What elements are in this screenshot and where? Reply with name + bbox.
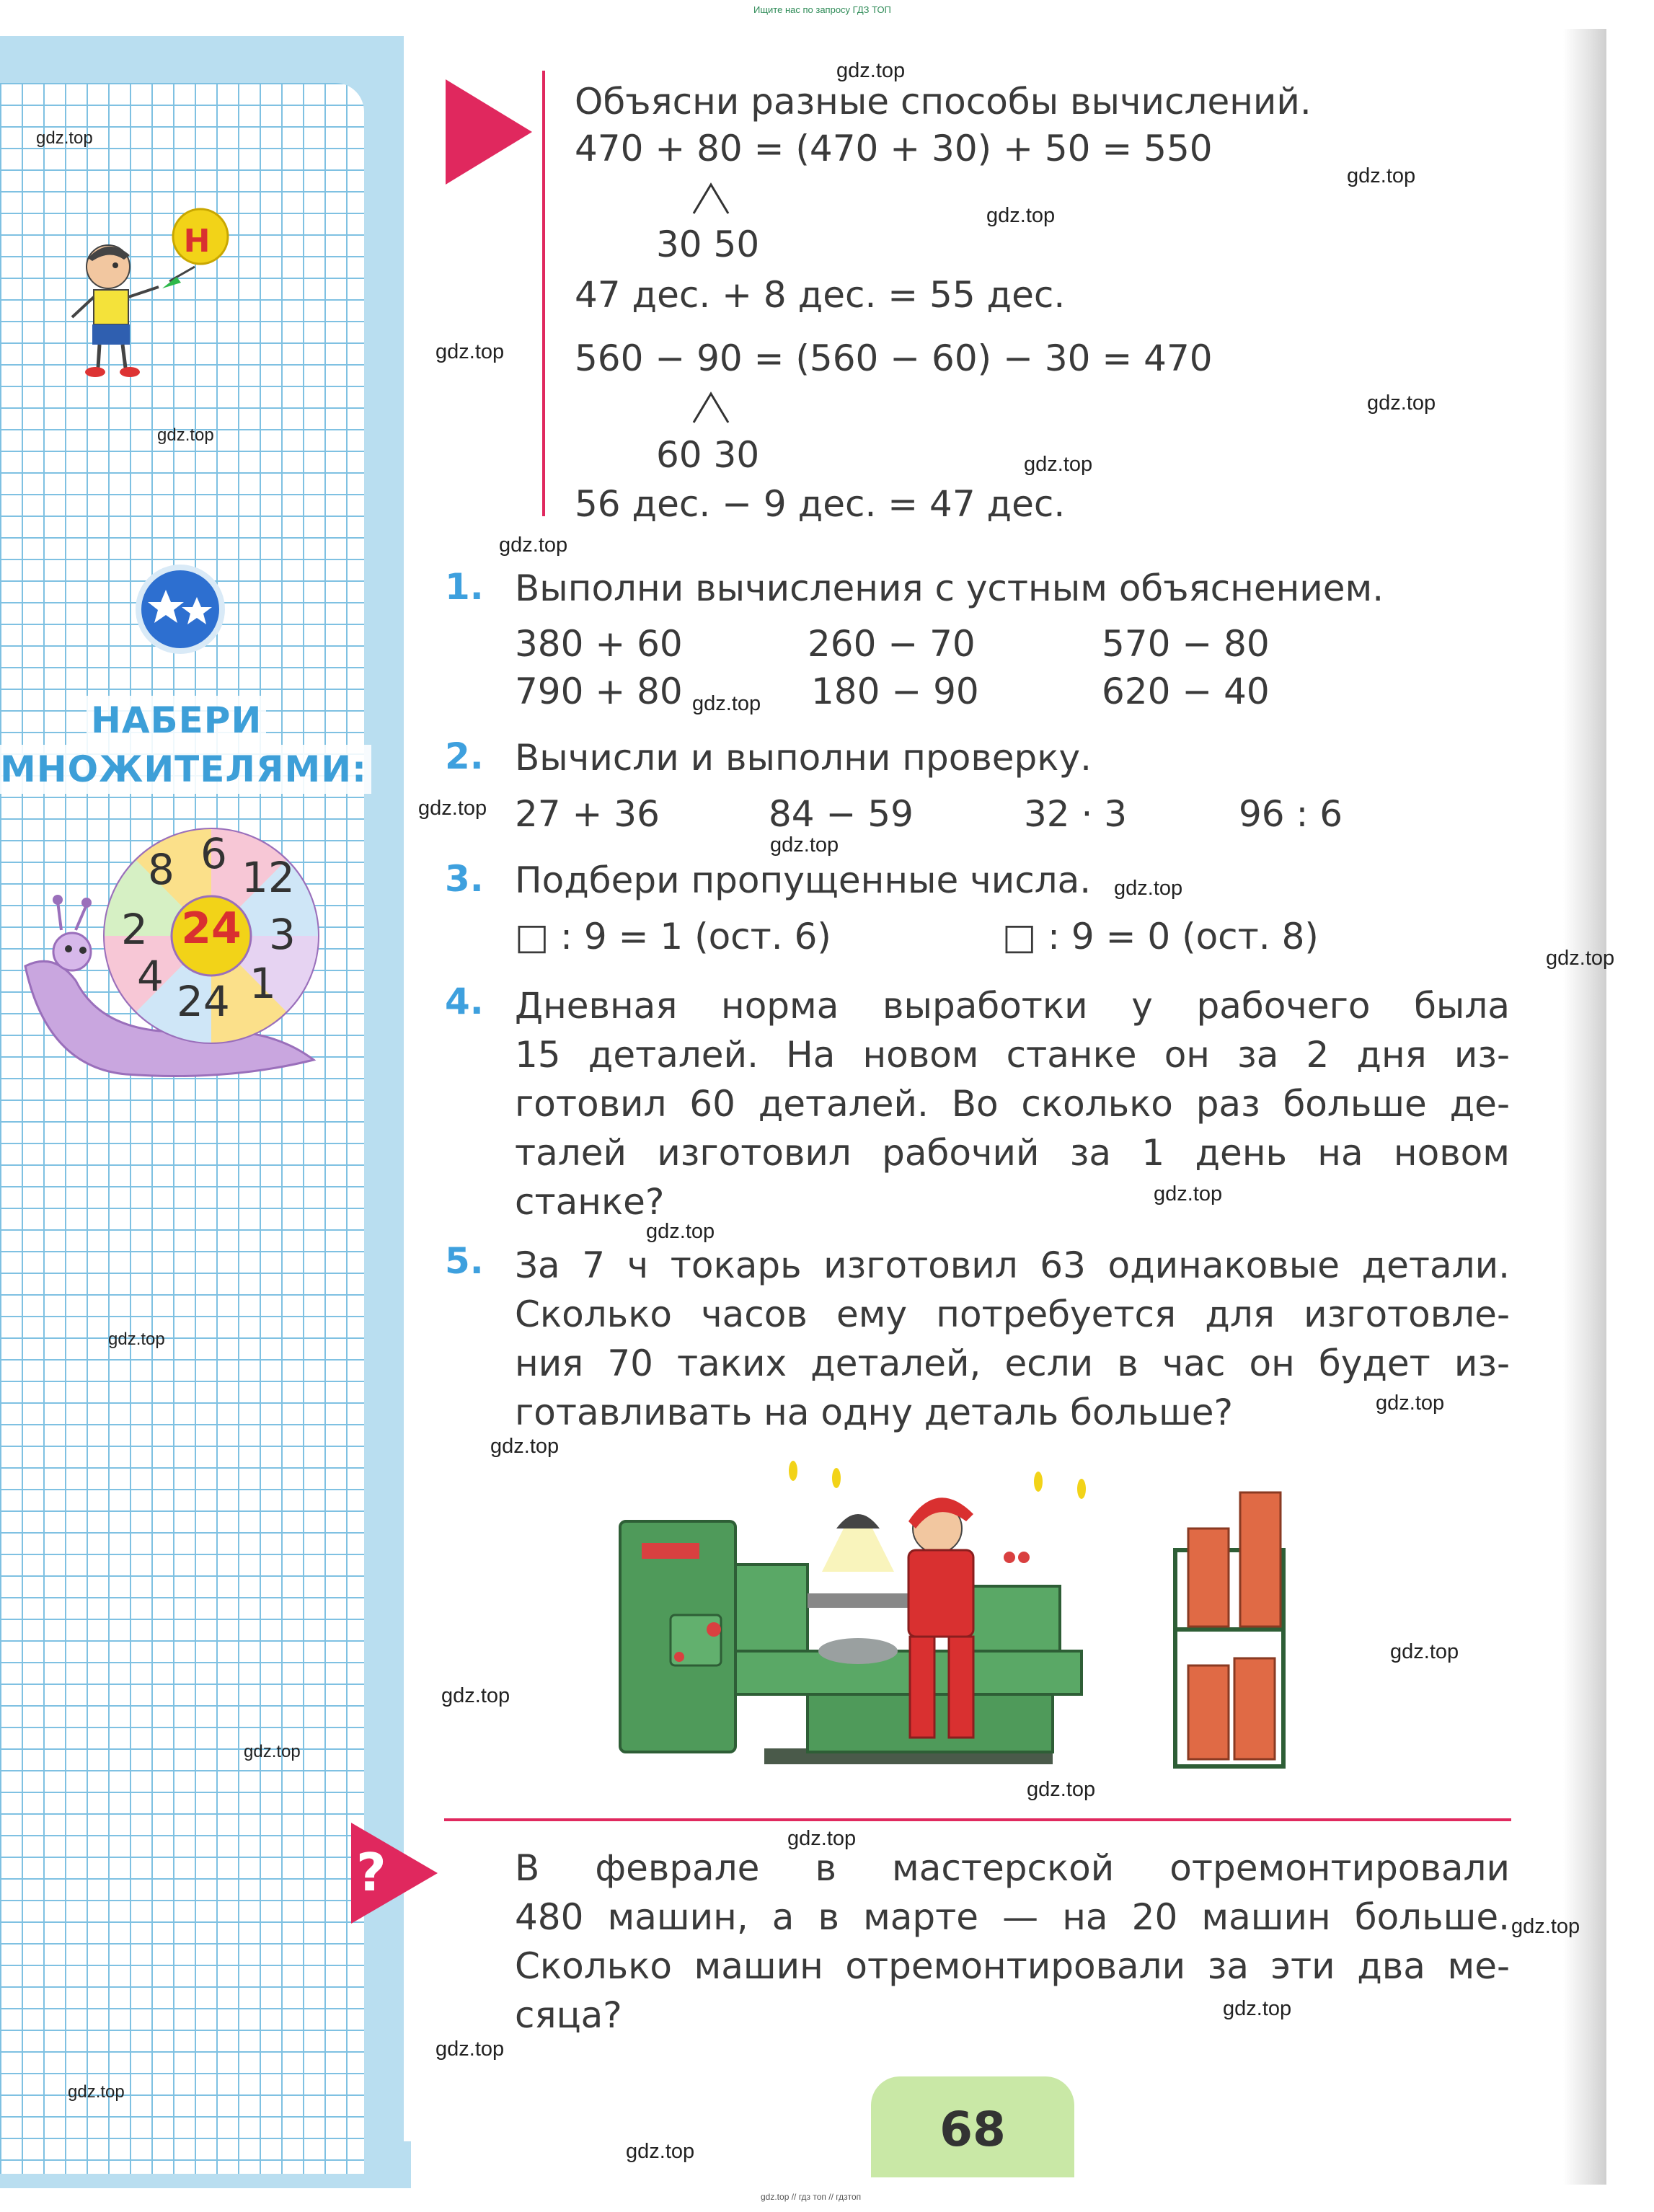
bonus-divider (444, 1818, 1511, 1821)
watermark: gdz.top (1024, 453, 1093, 476)
task1-expression: 380 + 60 (515, 623, 683, 665)
wheel-center-number: 24 (181, 903, 242, 954)
intro-line3: 560 − 90 = (560 − 60) − 30 = 470 (575, 337, 1213, 379)
split-caret-icon (691, 180, 731, 216)
task4-number: 4. (445, 981, 484, 1022)
task2-expression: 27 + 36 (515, 793, 660, 835)
intro-line4: 56 дес. − 9 дес. = 47 дес. (575, 483, 1066, 525)
watermark: gdz.top (646, 1220, 715, 1243)
watermark: gdz.top (787, 1827, 857, 1850)
watermark: gdz.top (435, 340, 505, 363)
watermark: gdz.top (68, 2082, 125, 2102)
page-number: 68 (939, 2102, 1006, 2157)
task1-expression: 180 − 90 (811, 671, 979, 712)
stars-badge-icon (133, 562, 227, 656)
task4-line: готовил 60 деталей. Во сколько раз больше де- (515, 1083, 1510, 1125)
intro-line2: 47 дес. + 8 дес. = 55 дес. (575, 274, 1066, 316)
watermark: gdz.top (490, 1435, 560, 1458)
watermark: gdz.top (986, 204, 1056, 227)
watermark: gdz.top (499, 534, 568, 557)
task3-equation: □ : 9 = 0 (ост. 8) (1002, 916, 1319, 957)
wheel-number: 8 (148, 845, 174, 894)
intro-split1: 30 50 (656, 224, 760, 265)
intro-title: Объясни разные способы вычислений. (575, 81, 1312, 123)
bonus-line: сяца? (515, 1994, 622, 2036)
task3-equation: □ : 9 = 1 (ост. 6) (515, 916, 831, 957)
question-mark-symbol: ? (356, 1842, 386, 1903)
watermark: gdz.top (418, 797, 487, 820)
task2-text: Вычисли и выполни проверку. (515, 737, 1092, 779)
task2-expression: 96 : 6 (1239, 793, 1343, 835)
watermark: gdz.top (108, 1330, 165, 1349)
split-caret-icon (691, 389, 731, 425)
watermark: gdz.top (836, 59, 906, 82)
bonus-line: В феврале в мастерской отремонтировали (515, 1847, 1510, 1889)
task2-expression: 32 · 3 (1024, 793, 1128, 835)
balloon-letter: Н (183, 223, 211, 260)
lathe-worker-illustration (606, 1449, 1298, 1781)
watermark: gdz.top (1390, 1640, 1459, 1663)
wheel-number: 1 (249, 959, 276, 1008)
intro-split2: 60 30 (656, 434, 760, 476)
watermark: gdz.top (692, 692, 761, 715)
task2-number: 2. (445, 735, 484, 777)
task1-expression: 260 − 70 (808, 623, 976, 665)
task1-expression: 570 − 80 (1102, 623, 1270, 665)
watermark: gdz.top (435, 2038, 505, 2061)
watermark: gdz.top (1546, 947, 1615, 970)
wheel-number: 2 (121, 905, 148, 954)
task5-line: готавливать на одну деталь больше? (515, 1392, 1234, 1433)
page-edge-shadow (1563, 29, 1606, 2185)
bottom-site-note: gdz.top // гдз топ // гдзтоп (761, 2192, 862, 2202)
task1-text: Выполни вычисления с устным объяснением. (515, 567, 1384, 609)
task5-line: ния 70 таких деталей, если в час он будет из- (515, 1342, 1510, 1384)
task4-line: станке? (515, 1181, 665, 1223)
watermark: gdz.top (157, 425, 214, 445)
sidebar-heading-line1: НАБЕРИ (87, 696, 266, 745)
intro-play-marker-icon (446, 79, 532, 185)
task2-expression: 84 − 59 (769, 793, 914, 835)
watermark: gdz.top (1347, 164, 1416, 187)
task1-expression: 620 − 40 (1102, 671, 1270, 712)
top-site-note: Ищите нас по запросу ГДЗ ТОП (753, 4, 891, 15)
task5-line: Сколько часов ему потребуется для изготовле- (515, 1293, 1510, 1335)
watermark: gdz.top (1027, 1778, 1096, 1801)
task5-line: За 7 ч токарь изготовил 63 одинаковые детали. (515, 1244, 1510, 1286)
wheel-number: 24 (177, 977, 230, 1026)
bonus-line: 480 машин, а в марте — на 20 машин больше. (515, 1896, 1510, 1938)
task1-expression: 790 + 80 (515, 671, 683, 712)
task3-text: Подбери пропущенные числа. (515, 859, 1092, 901)
watermark: gdz.top (244, 1742, 301, 1761)
task4-line: Дневная норма выработки у рабочего была (515, 985, 1510, 1027)
watermark: gdz.top (1223, 1997, 1292, 2020)
task4-line: 15 деталей. На новом станке он за 2 дня из- (515, 1034, 1510, 1076)
watermark: gdz.top (1511, 1915, 1580, 1938)
bonus-line: Сколько машин отремонтировали за эти два ме- (515, 1945, 1510, 1987)
watermark: gdz.top (1114, 877, 1183, 900)
wheel-number: 3 (269, 910, 296, 959)
wheel-number: 4 (137, 952, 164, 1001)
task3-number: 3. (445, 858, 484, 900)
watermark: gdz.top (1376, 1392, 1445, 1415)
sidebar-heading-line2: МНОЖИТЕЛЯМИ: (0, 745, 371, 794)
wheel-number: 12 (242, 853, 295, 902)
task4-line: талей изготовил рабочий за 1 день на новом (515, 1132, 1510, 1174)
task1-number: 1. (445, 566, 484, 608)
intro-accent-line (542, 71, 545, 516)
wheel-number: 6 (200, 829, 227, 878)
watermark: gdz.top (1367, 391, 1436, 415)
grid-panel (0, 83, 364, 2174)
watermark: gdz.top (1154, 1182, 1223, 1205)
watermark: gdz.top (441, 1684, 510, 1707)
intro-line1: 470 + 80 = (470 + 30) + 50 = 550 (575, 128, 1213, 169)
watermark: gdz.top (770, 833, 839, 857)
task5-number: 5. (445, 1240, 484, 1282)
watermark: gdz.top (626, 2140, 695, 2163)
watermark: gdz.top (36, 128, 93, 148)
